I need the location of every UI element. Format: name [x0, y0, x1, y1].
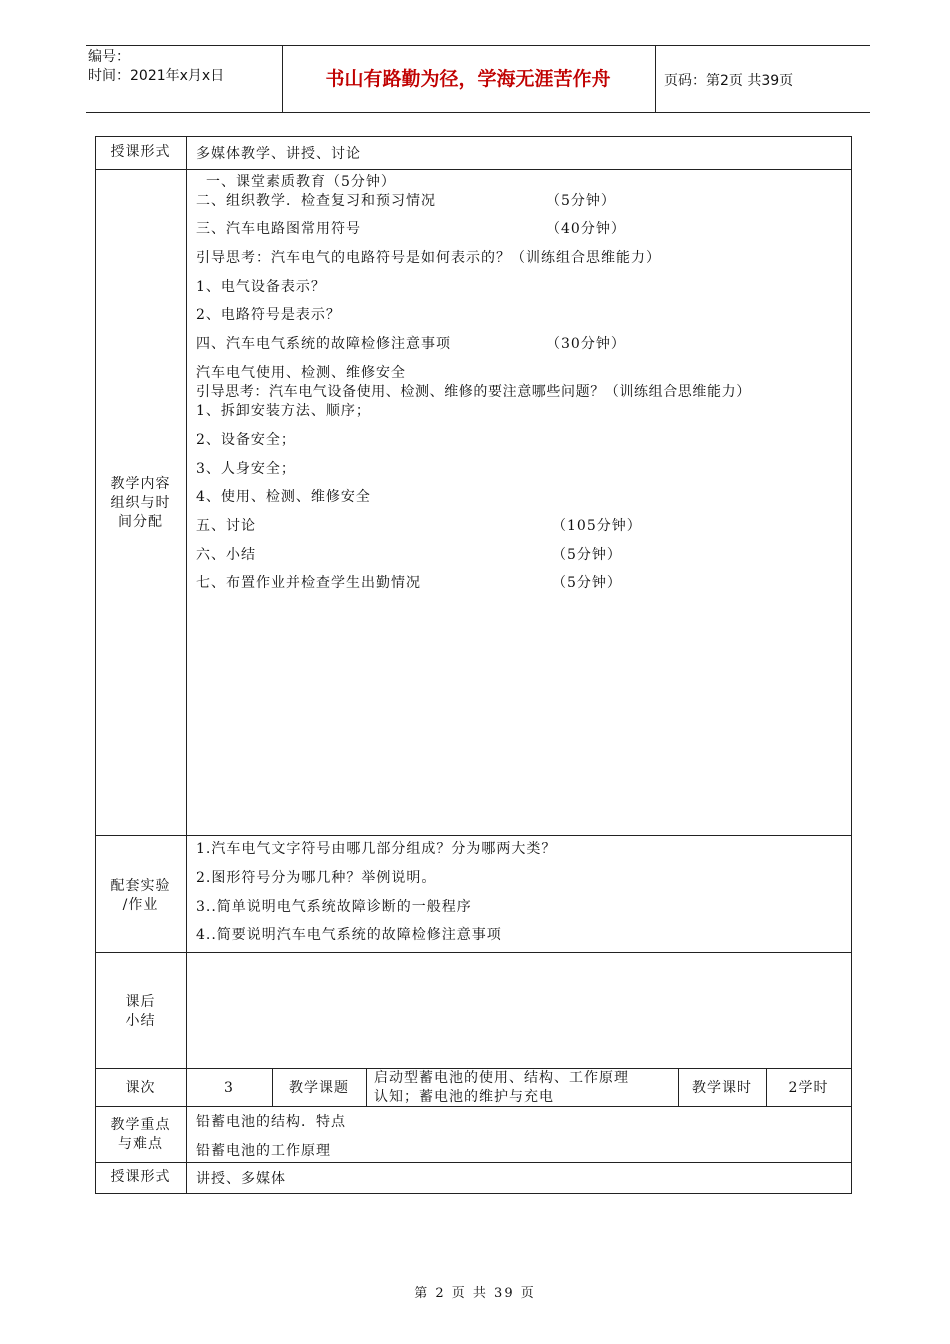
- key-point: 铅蓄电池的工作原理: [196, 1143, 331, 1159]
- lesson-number: 3: [224, 1080, 234, 1096]
- content-time: （5分钟）: [546, 193, 616, 209]
- content-line: 引导思考：汽车电气设备使用、检测、维修的要注意哪些问题？（训练组合思维能力）: [196, 384, 751, 400]
- content-time: （5分钟）: [552, 547, 622, 563]
- content-label: 教学内容 组织与时 间分配: [110, 476, 171, 530]
- summary-label: 课后 小结: [125, 994, 156, 1029]
- content-time: （40分钟）: [546, 221, 626, 237]
- header-top-rule: [86, 45, 870, 46]
- content-time: （105分钟）: [552, 518, 642, 534]
- content-line: 汽车电气使用、检测、维修安全: [196, 365, 406, 381]
- topic-label: 教学课题: [289, 1080, 349, 1096]
- page-footer: 第 2 页 共 39 页: [414, 1286, 536, 1301]
- teaching-form-label: 授课形式: [110, 144, 171, 160]
- content-time: （5分钟）: [552, 575, 622, 591]
- content-line: 1、电气设备表示？: [196, 279, 326, 295]
- lesson-label: 课次: [125, 1080, 156, 1096]
- content-line: 五、讨论: [196, 518, 256, 534]
- teaching-form-label-2: 授课形式: [110, 1169, 171, 1185]
- homework-item: 3..简单说明电气系统故障诊断的一般程序: [196, 899, 472, 915]
- serial-label: 编号：: [88, 49, 130, 65]
- content-line: 四、汽车电气系统的故障检修注意事项: [196, 336, 451, 352]
- content-line: 引导思考：汽车电气的电路符号是如何表示的？（训练组合思维能力）: [196, 250, 661, 266]
- time-label: 时间：2021年x月x日: [88, 68, 225, 84]
- homework-item: 4..简要说明汽车电气系统的故障检修注意事项: [196, 927, 502, 943]
- header-divider-right: [655, 45, 656, 113]
- content-line: 3、人身安全；: [196, 461, 296, 477]
- content-line: 2、设备安全；: [196, 432, 296, 448]
- content-line: 六、小结: [196, 547, 256, 563]
- hours-label: 教学课时: [692, 1080, 752, 1096]
- content-line: 1、拆卸安装方法、顺序；: [196, 403, 371, 419]
- header-meta: [88, 48, 224, 86]
- hours-value: 2学时: [788, 1080, 829, 1096]
- page-info: 页码：第2页 共39页: [664, 73, 794, 89]
- topic-value: 启动型蓄电池的使用、结构、工作原理 认知；蓄电池的维护与充电: [374, 1070, 629, 1105]
- content-line: 2、电路符号是表示？: [196, 307, 341, 323]
- key-points-label: 教学重点 与难点: [110, 1117, 171, 1152]
- content-line: 4、使用、检测、维修安全: [196, 489, 371, 505]
- content-line: 一、课堂素质教育（5分钟）: [206, 174, 396, 190]
- homework-label: 配套实验 /作业: [110, 878, 171, 913]
- content-line: 七、布置作业并检查学生出勤情况: [196, 575, 421, 591]
- motto: 书山有路勤为径，学海无涯苦作舟: [325, 68, 611, 90]
- content-time: （30分钟）: [546, 336, 626, 352]
- content-line: 二、组织教学．检查复习和预习情况: [196, 193, 436, 209]
- header-bottom-rule: [86, 112, 870, 113]
- key-point: 铅蓄电池的结构．特点: [196, 1114, 346, 1130]
- teaching-form-value-2: 讲授、多媒体: [196, 1171, 286, 1187]
- teaching-form-value: 多媒体教学、讲授、讨论: [196, 146, 361, 162]
- homework-item: 1.汽车电气文字符号由哪几部分组成？分为哪两大类？: [196, 841, 557, 857]
- content-line: 三、汽车电路图常用符号: [196, 221, 361, 237]
- homework-item: 2.图形符号分为哪几种？举例说明。: [196, 870, 437, 886]
